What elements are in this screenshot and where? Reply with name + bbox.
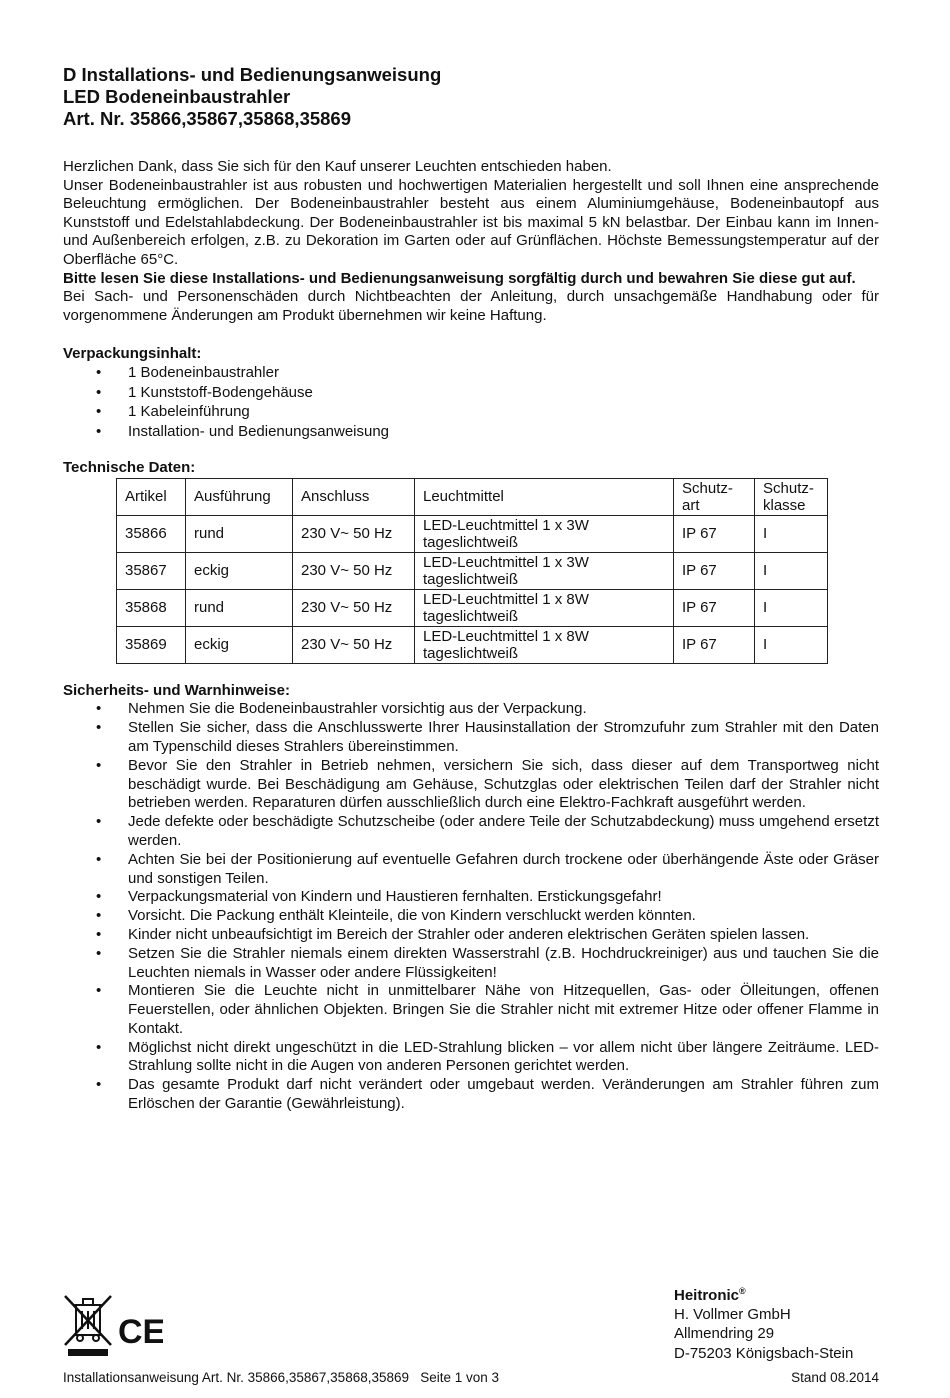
cell-leuchtmittel-2: tageslichtweiß bbox=[423, 534, 519, 552]
table-row bbox=[117, 627, 828, 664]
weee-bin-icon bbox=[63, 1293, 163, 1359]
cell-leuchtmittel-2: tageslichtweiß bbox=[423, 608, 519, 626]
cell-anschluss: 230 V~ 50 Hz bbox=[293, 590, 415, 627]
list-item: • Kinder nicht unbeaufsichtigt im Bereich der Strahler oder anderen elektrischen Geräten spielen lassen. bbox=[63, 926, 879, 945]
title-line-3: Art. Nr. 35866,35867,35868,35869 bbox=[63, 108, 352, 129]
list-item: • Montieren Sie die Leuchte nicht in unmittelbarer Nähe von Hitzequellen, Gas- oder Ölleitungen, offenen Feuerstellen, oder ähnlichen Objekten. Bringen Sie die Strahler nicht mit extremer Hitze oder offener Flamme in Kontakt. bbox=[63, 982, 879, 1038]
safety-list bbox=[63, 700, 879, 1114]
list-item: • 1 Kunststoff-Bodengehäuse bbox=[63, 383, 879, 403]
cell-ausfuehrung: eckig bbox=[186, 627, 293, 664]
col-header-anschluss: Anschluss bbox=[293, 479, 415, 516]
list-item: • 1 Bodeneinbaustrahler bbox=[63, 363, 879, 383]
cell-leuchtmittel-2: tageslichtweiß bbox=[423, 645, 519, 663]
cell-anschluss: 230 V~ 50 Hz bbox=[293, 516, 415, 553]
list-item: • Achten Sie bei der Positionierung auf eventuelle Gefahren durch trockene oder überhängende Äste oder Gräser und sonstigen Teilen. bbox=[63, 851, 879, 889]
cell-leuchtmittel bbox=[415, 627, 674, 664]
list-item: • Nehmen Sie die Bodeneinbaustrahler vorsichtig aus der Verpackung. bbox=[63, 700, 879, 719]
cell-schutzart: IP 67 bbox=[674, 553, 755, 590]
col-header-schutzklasse-1: Schutz- bbox=[763, 480, 814, 498]
col-header-schutzart bbox=[674, 479, 755, 516]
list-item: • Installation- und Bedienungsanweisung bbox=[63, 422, 879, 442]
disposal-logos bbox=[63, 1293, 163, 1359]
list-item: • Vorsicht. Die Packung enthält Kleinteile, die von Kindern verschluckt werden könnten. bbox=[63, 907, 879, 926]
cell-leuchtmittel bbox=[415, 553, 674, 590]
cell-ausfuehrung: rund bbox=[186, 590, 293, 627]
cell-schutzart: IP 67 bbox=[674, 627, 755, 664]
cell-anschluss: 230 V~ 50 Hz bbox=[293, 553, 415, 590]
cell-leuchtmittel bbox=[415, 516, 674, 553]
company-line-3: Allmendring 29 bbox=[674, 1325, 775, 1343]
col-header-schutzart-2: art bbox=[682, 497, 700, 515]
ce-mark-icon: CE bbox=[118, 1313, 163, 1351]
col-header-leuchtmittel: Leuchtmittel bbox=[415, 479, 674, 516]
cell-schutzklasse: I bbox=[755, 627, 828, 664]
list-item: • Das gesamte Produkt darf nicht verändert oder umgebaut werden. Veränderungen am Strahler führen zum Erlöschen der Garantie (Gewährleistung). bbox=[63, 1076, 879, 1114]
document-header bbox=[63, 64, 879, 130]
list-item: • Jede defekte oder beschädigte Schutzscheibe (oder andere Teile der Schutzabdeckung) muss umgehend ersetzt werden. bbox=[63, 813, 879, 851]
table-row bbox=[117, 516, 828, 553]
list-item: • 1 Kabeleinführung bbox=[63, 402, 879, 422]
cell-artikel: 35866 bbox=[117, 516, 186, 553]
cell-leuchtmittel-1: LED-Leuchtmittel 1 x 8W bbox=[423, 628, 589, 646]
intro-description: Unser Bodeneinbaustrahler ist aus robusten und hochwertigen Materialien hergestellt und soll Ihnen eine ansprechende Beleuchtung ermöglichen. Der Bodeneinbaustrahler besteht aus einem Aluminiumgehäuse, Bodeneinbautopf aus Kunststoff und Edelstahlabdeckung. Der Bodeneinbaustrahler ist bis maximal 5 kN belastbar. Der Einbau kann im Innen- und Außenbereich erfolgen, z.B. zu Dekoration im Garten oder auf Grünflächen. Höchste Bemessungstemperatur auf der Oberfläche 65°C. bbox=[63, 176, 879, 268]
list-item: • Möglichst nicht direkt ungeschützt in die LED-Strahlung blicken – vor allem nicht über längere Zeiträume. LED-Strahlung sollte nicht in die Augen von anderen Personen gerichtet werden. bbox=[63, 1039, 879, 1077]
cell-schutzklasse: I bbox=[755, 590, 828, 627]
cell-artikel: 35869 bbox=[117, 627, 186, 664]
title-line-2: LED Bodeneinbaustrahler bbox=[63, 86, 291, 107]
cell-schutzart: IP 67 bbox=[674, 590, 755, 627]
cell-schutzklasse: I bbox=[755, 553, 828, 590]
company-line-2: H. Vollmer GmbH bbox=[674, 1306, 791, 1324]
cell-artikel: 35867 bbox=[117, 553, 186, 590]
company-name bbox=[674, 1282, 853, 1305]
cell-schutzart: IP 67 bbox=[674, 516, 755, 553]
list-item: • Setzen Sie die Strahler niemals einem direkten Wasserstrahl (z.B. Hochdruckreiniger) aus und tauchen Sie die Leuchten niemals in Wasser oder andere Flüssigkeiten! bbox=[63, 945, 879, 983]
package-contents-section bbox=[63, 344, 879, 441]
table-row bbox=[117, 553, 828, 590]
company-name-text: Heitronic bbox=[674, 1287, 740, 1304]
footer-left: Installationsanweisung Art. Nr. 35866,35867,35868,35869 Seite 1 von 3 bbox=[63, 1370, 500, 1385]
safety-heading: Sicherheits- und Warnhinweise: bbox=[63, 682, 290, 700]
list-item: • Bevor Sie den Strahler in Betrieb nehmen, versichern Sie sich, dass dieser auf dem Transportweg nicht beschädigt wurde. Bei Beschädigung am Gehäuse, Schutzglas oder elektrischen Teilen darf der Strahler nicht betrieben werden. Reparaturen dürfen ausschließlich durch eine Elektro-Fachkraft ausgeführt werden. bbox=[63, 757, 879, 813]
page-footer bbox=[63, 1370, 879, 1385]
document-page bbox=[63, 64, 879, 1114]
cell-anschluss: 230 V~ 50 Hz bbox=[293, 627, 415, 664]
cell-leuchtmittel-1: LED-Leuchtmittel 1 x 3W bbox=[423, 554, 589, 572]
cell-leuchtmittel-1: LED-Leuchtmittel 1 x 3W bbox=[423, 517, 589, 535]
footer-right: Stand 08.2014 bbox=[791, 1370, 879, 1385]
col-header-schutzklasse-2: klasse bbox=[763, 497, 806, 515]
intro-section bbox=[63, 158, 879, 325]
cell-artikel: 35868 bbox=[117, 590, 186, 627]
cell-schutzklasse: I bbox=[755, 516, 828, 553]
tech-heading: Technische Daten: bbox=[63, 459, 196, 477]
cell-ausfuehrung: eckig bbox=[186, 553, 293, 590]
col-header-schutzklasse bbox=[755, 479, 828, 516]
intro-thanks: Herzlichen Dank, dass Sie sich für den Kauf unserer Leuchten entschieden haben. bbox=[63, 158, 612, 175]
cell-leuchtmittel-2: tageslichtweiß bbox=[423, 571, 519, 589]
table-row bbox=[117, 590, 828, 627]
company-address bbox=[674, 1282, 853, 1363]
intro-read-notice: Bitte lesen Sie diese Installations- und Bedienungsanweisung sorgfältig durch und bewahren Sie diese gut auf. bbox=[63, 269, 856, 287]
table-header-row bbox=[117, 479, 828, 516]
col-header-schutzart-1: Schutz- bbox=[682, 480, 733, 498]
cell-ausfuehrung: rund bbox=[186, 516, 293, 553]
col-header-artikel: Artikel bbox=[117, 479, 186, 516]
package-heading: Verpackungsinhalt: bbox=[63, 345, 202, 363]
registered-mark: ® bbox=[739, 1286, 746, 1296]
cell-leuchtmittel-1: LED-Leuchtmittel 1 x 8W bbox=[423, 591, 589, 609]
package-list bbox=[63, 363, 879, 441]
company-line-4: D-75203 Königsbach-Stein bbox=[674, 1344, 854, 1362]
tech-table bbox=[116, 478, 828, 664]
intro-liability: Bei Sach- und Personenschäden durch Nichtbeachten der Anleitung, durch unsachgemäße Handhabung oder für vorgenommene Änderungen am Produkt übernehmen wir keine Haftung. bbox=[63, 288, 879, 324]
cell-leuchtmittel bbox=[415, 590, 674, 627]
safety-section bbox=[63, 681, 879, 1114]
col-header-ausfuehrung: Ausführung bbox=[186, 479, 293, 516]
list-item: • Stellen Sie sicher, dass die Anschlusswerte Ihrer Hausinstallation der Stromzufuhr zum Strahler mit den Daten am Typenschild dieses Strahlers übereinstimmen. bbox=[63, 719, 879, 757]
list-item: • Verpackungsmaterial von Kindern und Haustieren fernhalten. Erstickungsgefahr! bbox=[63, 888, 879, 907]
title-line-1: D Installations- und Bedienungsanweisung bbox=[63, 64, 442, 85]
tech-data-section bbox=[63, 458, 879, 664]
